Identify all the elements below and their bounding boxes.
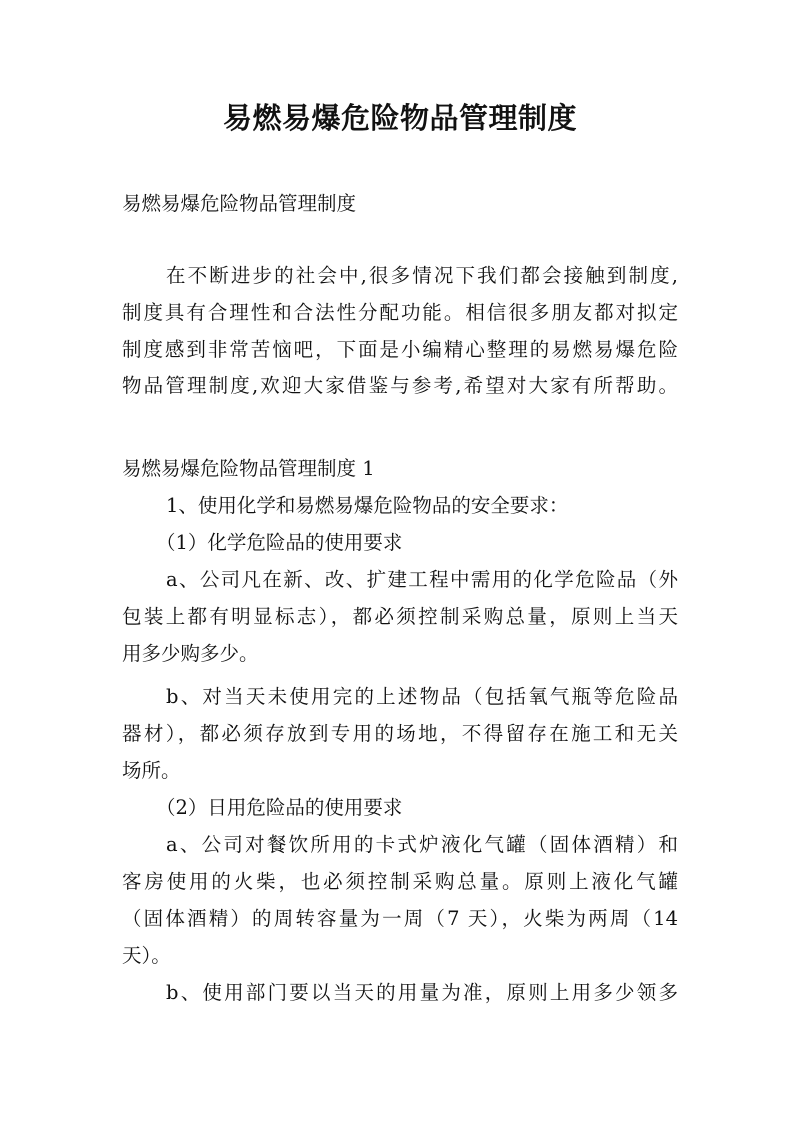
intro-line: 物品管理制度,欢迎大家借鉴与参考,希望对大家有所帮助。 xyxy=(122,374,678,397)
sub-heading: （1）化学危险品的使用要求 xyxy=(156,531,403,554)
paragraph-line: 场所。 xyxy=(122,759,181,782)
paragraph-line: 包装上都有明显标志），都必须控制采购总量，原则上当天 xyxy=(122,605,678,628)
intro-line: 制度感到非常苦恼吧，下面是小编精心整理的易燃易爆危险 xyxy=(122,338,678,361)
paragraph-line: b、使用部门要以当天的用量为准，原则上用多少领多 xyxy=(166,981,678,1004)
paragraph-line: （固体酒精）的周转容量为一周（7 天），火柴为两周（14 xyxy=(122,907,678,930)
paragraph-line: 器材），都必须存放到专用的场地，不得留存在施工和无关 xyxy=(122,722,678,745)
subtitle: 易燃易爆危险物品管理制度 xyxy=(122,192,357,215)
intro-line: 在不断进步的社会中,很多情况下我们都会接触到制度, xyxy=(166,264,678,287)
paragraph-line: 天）。 xyxy=(122,944,171,967)
document-title: 易燃易爆危险物品管理制度 xyxy=(222,101,577,135)
intro-line: 制度具有合理性和合法性分配功能。相信很多朋友都对拟定 xyxy=(122,301,678,324)
paragraph-line: b、对当天未使用完的上述物品（包括氧气瓶等危险品 xyxy=(166,685,678,708)
paragraph-line: a、公司凡在新、改、扩建工程中需用的化学危险品（外 xyxy=(166,568,678,591)
paragraph-line: 客房使用的火柴，也必须控制采购总量。原则上液化气罐 xyxy=(122,870,678,893)
section-title: 易燃易爆危险物品管理制度 1 xyxy=(122,457,375,480)
point-heading: 1、使用化学和易燃易爆危险物品的安全要求： xyxy=(166,494,569,517)
paragraph-line: 用多少购多少。 xyxy=(122,642,259,665)
paragraph-line: a、公司对餐饮所用的卡式炉液化气罐（固体酒精）和 xyxy=(166,833,678,856)
sub-heading: （2）日用危险品的使用要求 xyxy=(156,796,403,819)
